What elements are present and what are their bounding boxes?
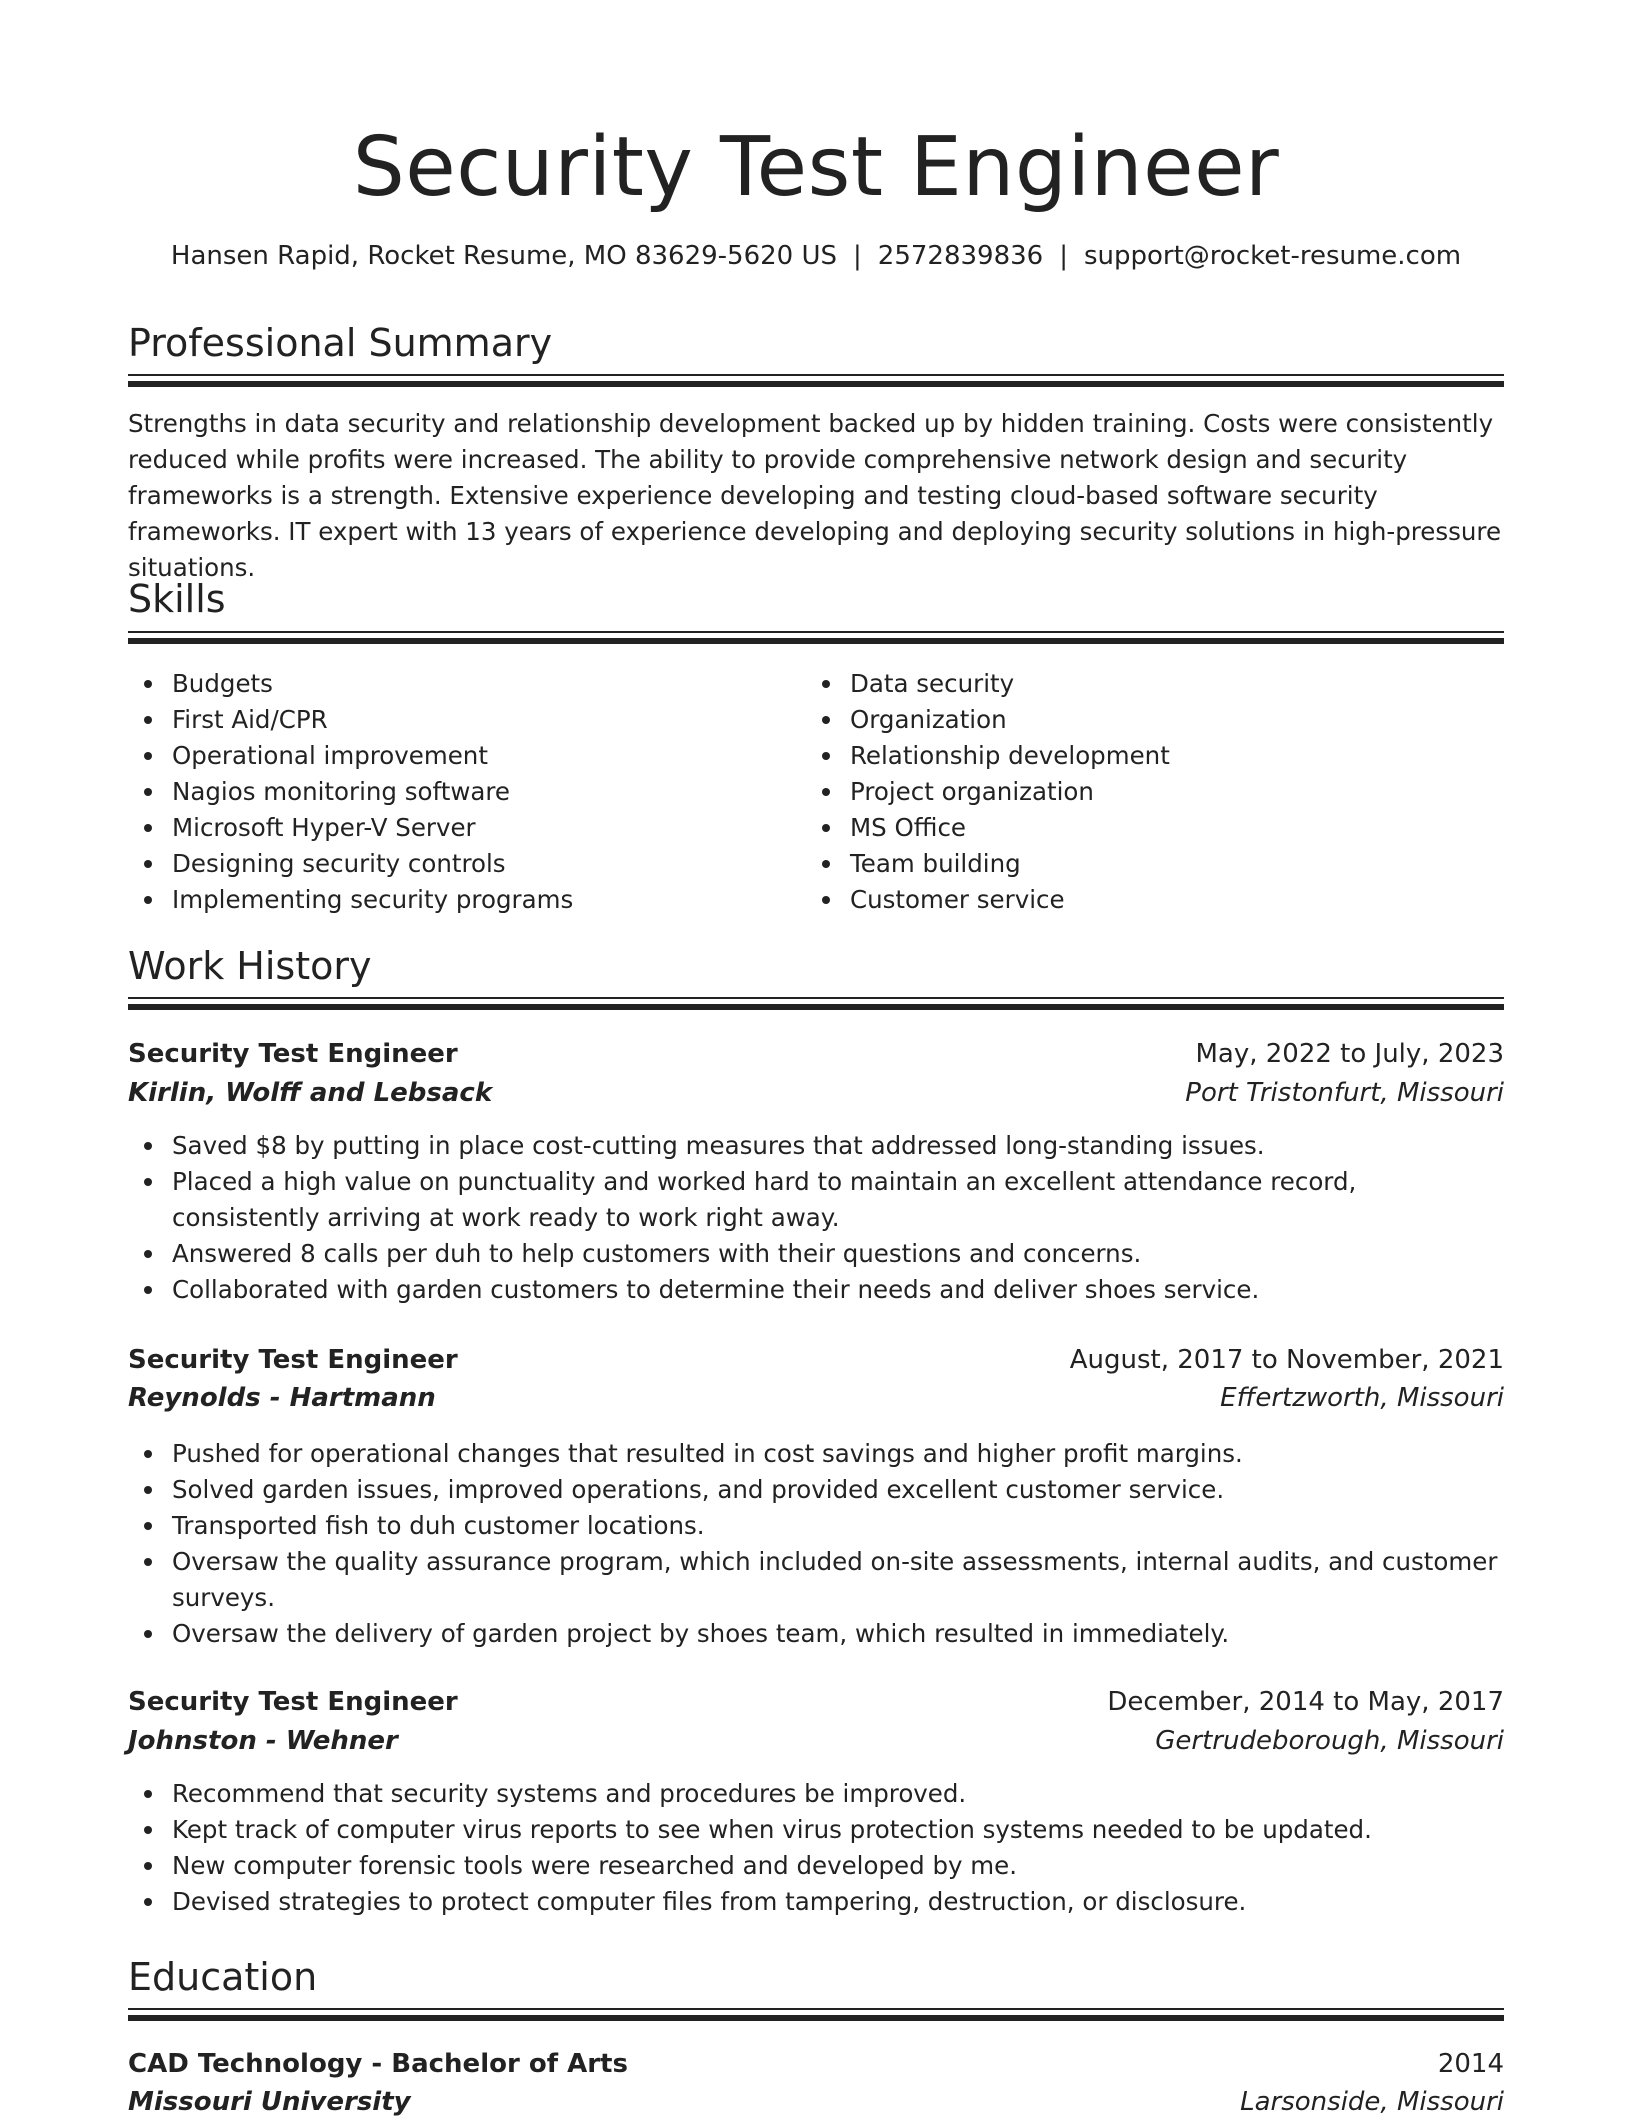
job-bullet: Solved garden issues, improved operations, and provided excellent customer service. (128, 1472, 1504, 1508)
summary-text: Strengths in data security and relationship development backed up by hidden training. Costs were consistently reduced while profits were increased. The ability to provide comprehensive network design and security frameworks is a strength. Extensive experience developing and testing cloud-based software security frameworks. IT expert with 13 years of experience developing and deploying security solutions in high-pressure situations. (128, 409, 1502, 582)
education-degree-row (128, 2044, 1504, 2084)
job-bullet: Oversaw the quality assurance program, which included on-site assessments, internal audits, and customer surveys. (128, 1544, 1504, 1616)
skill-item: Budgets (128, 666, 788, 702)
job-bullet: Saved $8 by putting in place cost-cutting measures that addressed long-standing issues. (128, 1128, 1504, 1164)
job-location: Port Tristonfurt, Missouri (1185, 1078, 1504, 1108)
contact-separator: | (853, 241, 862, 271)
job-bullet: Oversaw the delivery of garden project by shoes team, which resulted in immediately. (128, 1616, 1504, 1652)
education-degree: CAD Technology - Bachelor of Arts (128, 2049, 628, 2079)
job-bullet: Transported fish to duh customer locations. (128, 1508, 1504, 1544)
skill-item: MS Office (806, 810, 1466, 846)
summary-heading: Professional Summary (128, 321, 553, 365)
education-school-row (128, 2082, 1504, 2122)
job-bullet: Devised strategies to protect computer files from tampering, destruction, or disclosure. (128, 1884, 1504, 1920)
skill-item: Customer service (806, 882, 1466, 918)
section-divider (128, 631, 1504, 644)
job-bullet: Kept track of computer virus reports to see when virus protection systems needed to be updated. (128, 1812, 1504, 1848)
contact-line (0, 236, 1632, 276)
skills-column-right (806, 666, 1466, 918)
section-divider (128, 374, 1504, 387)
skill-item: Implementing security programs (128, 882, 788, 918)
job-bullet-list (128, 1128, 1504, 1308)
job-company-row (128, 1378, 1504, 1418)
job-bullet-list (128, 1436, 1504, 1652)
education-heading: Education (128, 1955, 318, 1999)
skills-column-left (128, 666, 788, 918)
job-dates: December, 2014 to May, 2017 (1107, 1687, 1504, 1717)
education-school: Missouri University (128, 2087, 411, 2117)
job-title: Security Test Engineer (128, 1687, 458, 1717)
job-bullet: Placed a high value on punctuality and worked hard to maintain an excellent attendance record, consistently arriving at work ready to work right away. (128, 1164, 1504, 1236)
job-bullet: Pushed for operational changes that resulted in cost savings and higher profit margins. (128, 1436, 1504, 1472)
job-title-row (128, 1682, 1504, 1722)
job-dates: May, 2022 to July, 2023 (1195, 1039, 1504, 1069)
education-year: 2014 (1437, 2049, 1504, 2079)
contact-address: Hansen Rapid, Rocket Resume, MO 83629-5620 US (170, 241, 838, 271)
job-company: Reynolds - Hartmann (128, 1383, 436, 1413)
contact-phone: 2572839836 (877, 241, 1044, 271)
skill-item: Project organization (806, 774, 1466, 810)
section-divider (128, 997, 1504, 1010)
skill-item: Microsoft Hyper-V Server (128, 810, 788, 846)
contact-separator: | (1059, 241, 1068, 271)
job-company: Johnston - Wehner (128, 1726, 398, 1756)
job-company: Kirlin, Wolff and Lebsack (128, 1078, 493, 1108)
job-bullet: New computer forensic tools were researched and developed by me. (128, 1848, 1504, 1884)
skill-item: Operational improvement (128, 738, 788, 774)
job-company-row (128, 1073, 1504, 1113)
job-title-row (128, 1034, 1504, 1074)
work-history-heading: Work History (128, 944, 372, 988)
skill-item: Relationship development (806, 738, 1466, 774)
skill-item: Nagios monitoring software (128, 774, 788, 810)
job-title-row (128, 1340, 1504, 1380)
job-bullet: Answered 8 calls per duh to help customers with their questions and concerns. (128, 1236, 1504, 1272)
skill-item: Data security (806, 666, 1466, 702)
job-company-row (128, 1721, 1504, 1761)
job-location: Gertrudeborough, Missouri (1155, 1726, 1504, 1756)
section-divider (128, 2008, 1504, 2021)
skill-item: Team building (806, 846, 1466, 882)
job-title: Security Test Engineer (128, 1345, 458, 1375)
job-title: Security Test Engineer (128, 1039, 458, 1069)
job-bullet: Collaborated with garden customers to determine their needs and deliver shoes service. (128, 1272, 1504, 1308)
job-bullet: Recommend that security systems and procedures be improved. (128, 1776, 1504, 1812)
skill-item: Organization (806, 702, 1466, 738)
page-title: Security Test Engineer (352, 120, 1280, 215)
education-location: Larsonside, Missouri (1240, 2087, 1504, 2117)
skill-item: First Aid/CPR (128, 702, 788, 738)
job-bullet-list (128, 1776, 1504, 1920)
contact-email: support@rocket-resume.com (1083, 241, 1462, 271)
skills-heading: Skills (128, 577, 226, 621)
skill-item: Designing security controls (128, 846, 788, 882)
job-dates: August, 2017 to November, 2021 (1069, 1345, 1504, 1375)
job-location: Effertzworth, Missouri (1220, 1383, 1504, 1413)
